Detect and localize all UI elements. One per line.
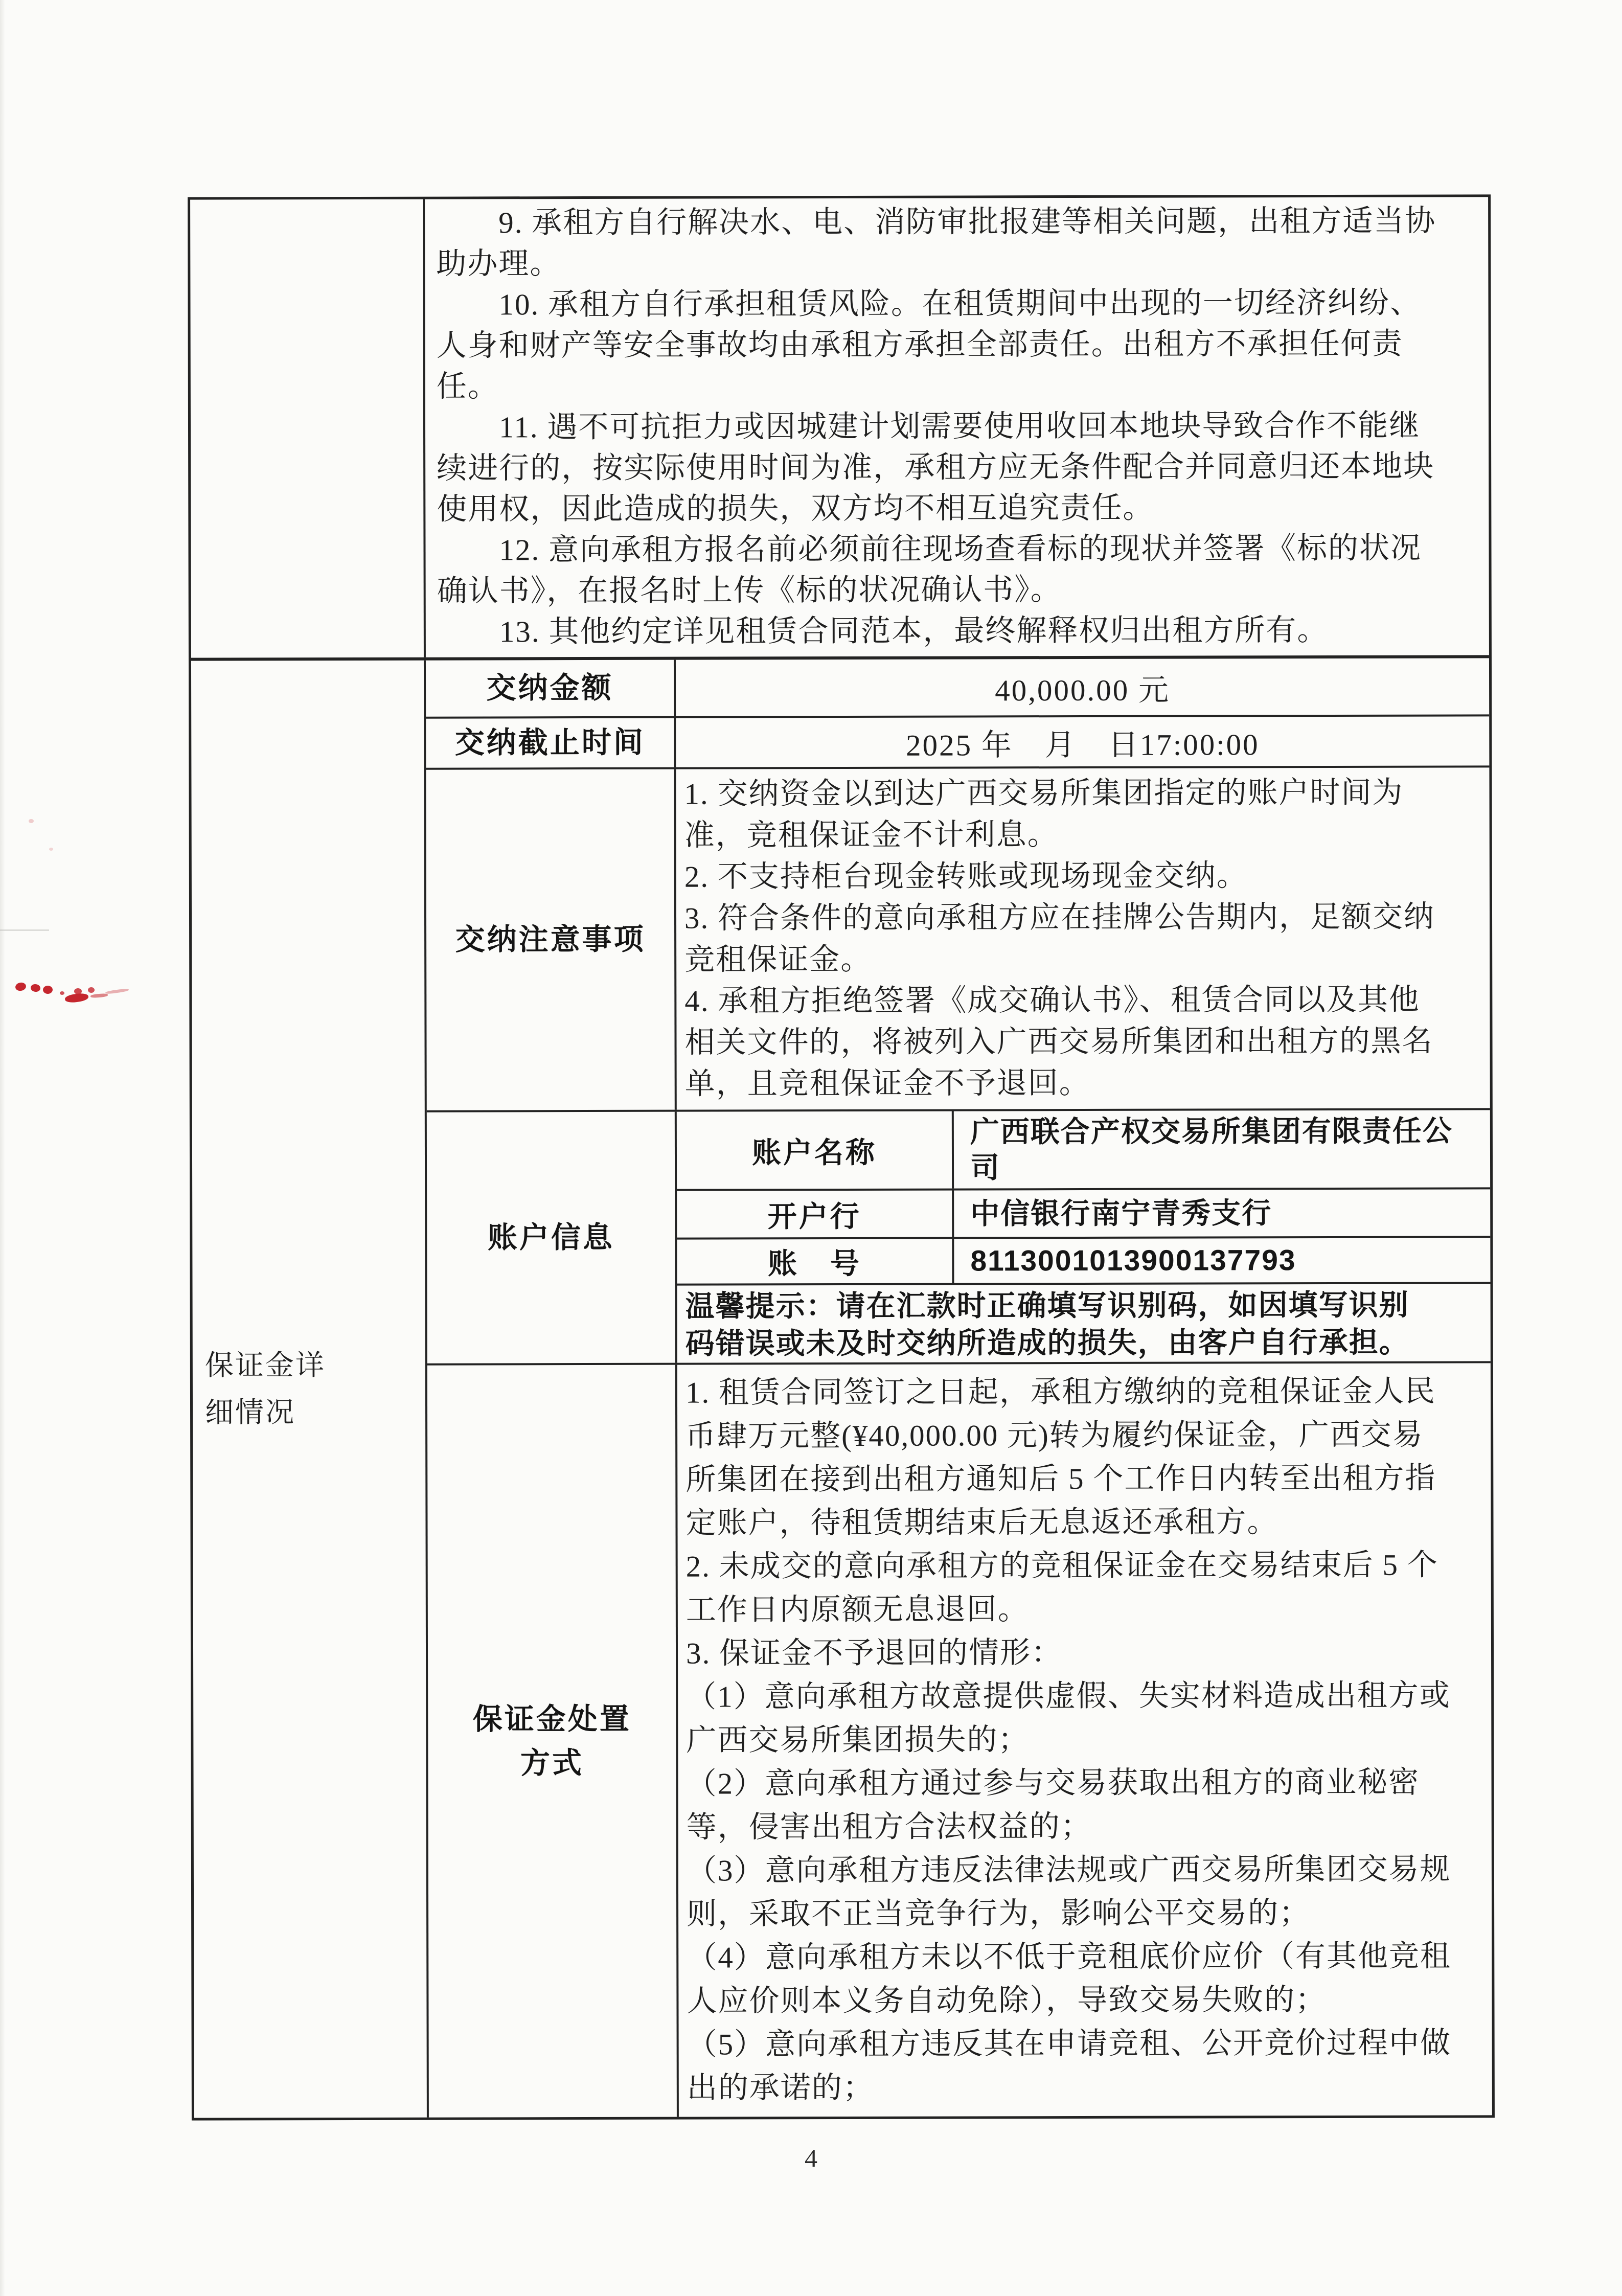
deadline-row [426,716,1489,769]
disposal-row [427,1363,1492,2117]
red-ink-mark [105,988,129,994]
account-number-row [677,1238,1490,1285]
scan-edge-shadow [0,0,5,2296]
amount-row [426,658,1489,718]
red-ink-mark [15,982,27,991]
transfer-tip-text: 温馨提示：请在汇款时正确填写识别码，如因填写识别 码错误或未及时交纳所造成的损失，由客户自行承担。 [685,1288,1409,1360]
account-name-row [677,1110,1490,1191]
bank-label: 开户行 [677,1191,954,1238]
amount-value: 40,000.00 元 [995,673,1171,707]
deposit-section-row [191,658,1492,2118]
red-ink-mark [43,986,53,994]
bank-row [677,1189,1490,1239]
deposit-section-label-cell [191,661,429,2118]
account-info-label: 账户信息 [427,1112,677,1363]
clauses-text: 9. 承租方自行解决水、电、消防审批报建等相关问题，出租方适当协 助办理。 10. 承租方自行承担租赁风险。在租赁期间中出现的一切经济纠纷、 人身和财产等安全事故均由承租方承担全部责任。出租方不承担任何责 任。 11. 遇不可抗拒力或因城建计划需要使用收回本地块导致合作不能继 续进行的，按实际使用时间为准，承租方应无条件配合并同意归还本地块 使用权，因此造成的损失，双方均不相互追究责任。 12. 意向承租方报名前必须前往现场查看标的现状并签署《标的状况 确认书》，在报名时上传《标的状况确认书》。 13. 其他约定详见租赁合同范本，最终解释权归出租方所有。 [436,203,1436,649]
payment-notes-text: 1. 交纳资金以到达广西交易所集团指定的账户时间为 准，竞租保证金不计利息。 2. 不支持柜台现金转账或现场现金交纳。 3. 符合条件的意向承租方应在挂牌公告期内，足额交纳 竞租保证金。 4. 承租方拒绝签署《成交确认书》、租赁合同以及其他 相关文件的，将被列入广西交易所集团和出租方的黑名 单，且竞租保证金不予退回。 [684,775,1435,1101]
red-ink-mark [88,987,95,993]
red-ink-mark [64,992,89,1003]
page-number: 4 [805,2144,817,2172]
scan-artifact-line [0,929,49,931]
account-number-value: 8113001013900137793 [970,1244,1296,1278]
payment-notes-label: 交纳注意事项 [426,769,676,1110]
account-info-row [427,1110,1491,1365]
clauses-row [190,197,1489,661]
disposal-label [427,1365,679,2118]
deposit-detail-rows [426,658,1492,2117]
deposit-section-label: 保证金详 细情况 [204,1350,326,1429]
disposal-text: 1. 租赁合同签订之日起，承租方缴纳的竞租保证金人民 币肆万元整(¥40,000.00 元)转为履约保证金，广西交易 所集团在接到出租方通知后 5 个工作日内转至出租方指 定账户，待租赁期结束后无息返还承租方。 2. 未成交的意向承租方的竞租保证金在交易结束后 5 个 工作日内原额无息退回。 3. 保证金不予退回的情形： （1）意向承租方故意提供虚假、失实材料造成出租方或 广西交易所集团损失的； （2）意向承租方通过参与交易获取出租方的商业秘密 等，侵害出租方合法权益的； （3）意向承租方违反法律法规或广西交易所集团交易规 则，采取不正当竞争行为，影响公平交易的； （4）意向承租方未以不低于竞租底价应价（有其他竞租 人应价则本义务自动免除），导致交易失败的； （5）意向承租方违反其在申请竞租、公开竞价过程中做 出的承诺的； [685,1374,1452,2105]
empty-row-label-cell [190,199,426,658]
deposit-details-table [188,194,1495,2120]
bank-value: 中信银行南宁青秀支行 [970,1196,1272,1230]
account-name-label: 账户名称 [677,1111,954,1189]
account-number-label: 账 号 [677,1239,954,1284]
red-ink-mark [30,984,41,992]
red-ink-speck [49,848,53,851]
account-info-fields [677,1110,1491,1362]
disposal-label-lines: 保证金处置 方式 [472,1702,631,1780]
deadline-value: 2025 年 月 日17:00:00 [905,727,1260,762]
deadline-label: 交纳截止时间 [426,718,676,768]
red-ink-mark [60,991,64,995]
red-ink-mark [90,993,108,998]
red-ink-speck [29,819,34,823]
account-name-value: 广西联合产权交易所集团有限责任公 司 [970,1114,1453,1184]
amount-label: 交纳金额 [426,660,676,717]
payment-notes-row [426,767,1490,1112]
